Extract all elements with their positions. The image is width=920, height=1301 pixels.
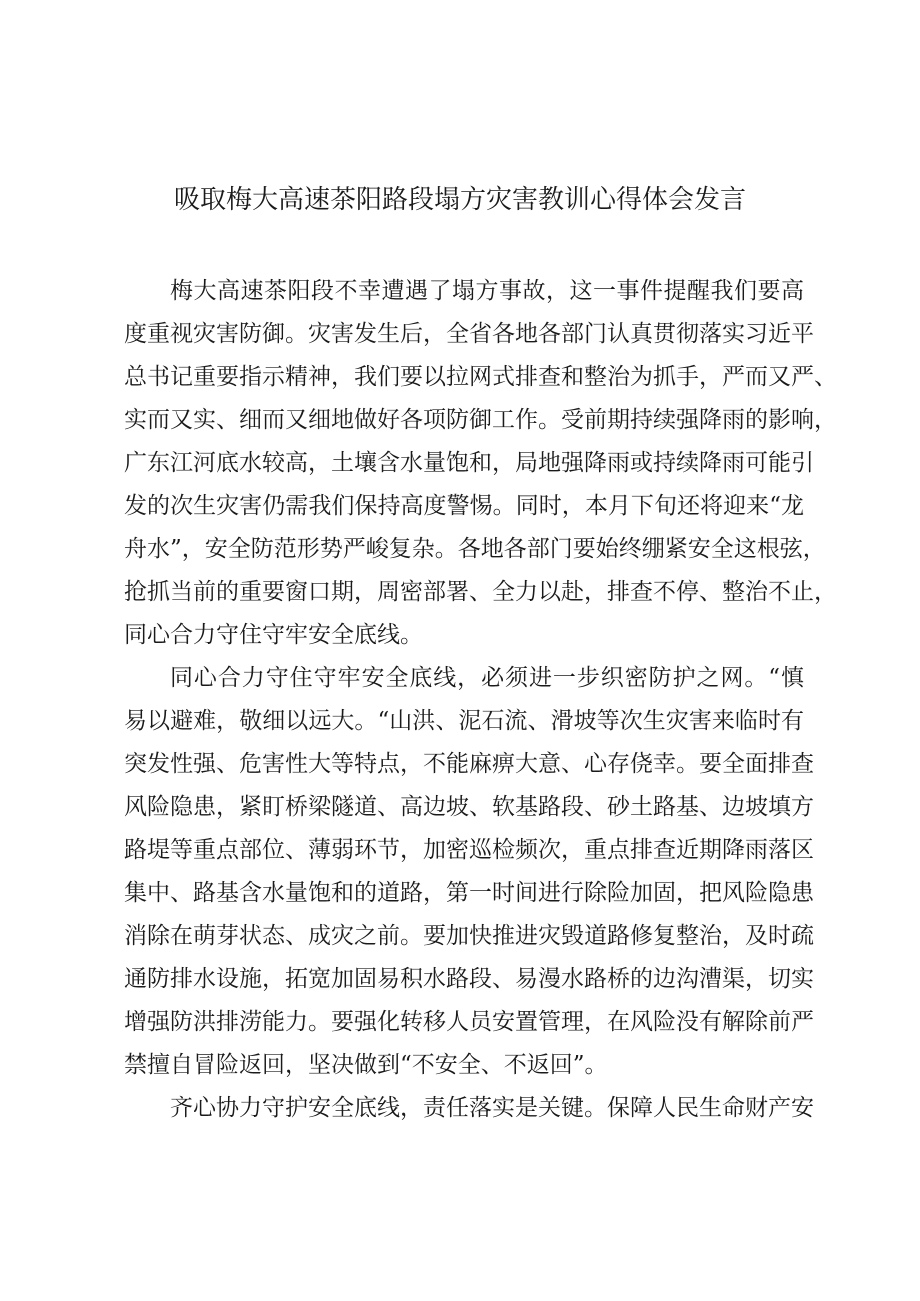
paragraph-line: 齐心协力守护安全底线，责任落实是关键。保障人民生命财产安 <box>170 1095 814 1121</box>
paragraph-line: 同心合力守住守牢安全底线，必须进一步织密防护之网。“慎 <box>170 665 804 691</box>
paragraph-line: 同心合力守住守牢安全底线。 <box>124 622 423 648</box>
paragraph-line: 广东江河底水较高，土壤含水量饱和，局地强降雨或持续降雨可能引 <box>124 450 814 476</box>
paragraph-line: 风险隐患，紧盯桥梁隧道、高边坡、软基路段、砂土路基、边坡填方 <box>124 794 814 820</box>
paragraph-line: 抢抓当前的重要窗口期，周密部署、全力以赴，排查不停、整治不止， <box>124 579 837 605</box>
paragraph-line: 突发性强、危害性大等特点，不能麻痹大意、心存侥幸。要全面排查 <box>124 751 814 777</box>
paragraph-line: 集中、路基含水量饱和的道路，第一时间进行除险加固，把风险隐患 <box>124 880 814 906</box>
paragraph-line: 消除在萌芽状态、成灾之前。要加快推进灾毁道路修复整治，及时疏 <box>124 923 814 949</box>
paragraph-line: 发的次生灾害仍需我们保持高度警惕。同时，本月下旬还将迎来“龙 <box>124 493 804 519</box>
paragraph-line: 梅大高速茶阳段不幸遭遇了塌方事故，这一事件提醒我们要高 <box>170 278 804 304</box>
paragraph <box>124 270 837 657</box>
paragraph-line: 增强防洪排涝能力。要强化转移人员安置管理，在风险没有解除前严 <box>124 1009 814 1035</box>
paragraph-line: 度重视灾害防御。灾害发生后，全省各地各部门认真贯彻落实习近平 <box>124 321 814 347</box>
paragraph-line: 总书记重要指示精神，我们要以拉网式排查和整治为抓手，严而又严、 <box>124 364 837 390</box>
paragraph <box>124 1087 814 1130</box>
document-body <box>124 270 837 1130</box>
paragraph <box>124 657 814 1087</box>
paragraph-line: 易以避难，敬细以远大。“山洪、泥石流、滑坡等次生灾害来临时有 <box>124 708 804 734</box>
paragraph-line: 通防排水设施，拓宽加固易积水路段、易漫水路桥的边沟漕渠，切实 <box>124 966 814 992</box>
document-title: 吸取梅大高速茶阳路段塌方灾害教训心得体会发言 <box>173 185 746 215</box>
paragraph-line: 实而又实、细而又细地做好各项防御工作。受前期持续强降雨的影响， <box>124 407 837 433</box>
paragraph-line: 舟水”，安全防范形势严峻复杂。各地各部门要始终绷紧安全这根弦， <box>124 536 826 562</box>
paragraph-line: 禁擅自冒险返回，坚决做到“不安全、不返回”。 <box>124 1052 608 1078</box>
paragraph-line: 路堤等重点部位、薄弱环节，加密巡检频次，重点排查近期降雨落区 <box>124 837 814 863</box>
